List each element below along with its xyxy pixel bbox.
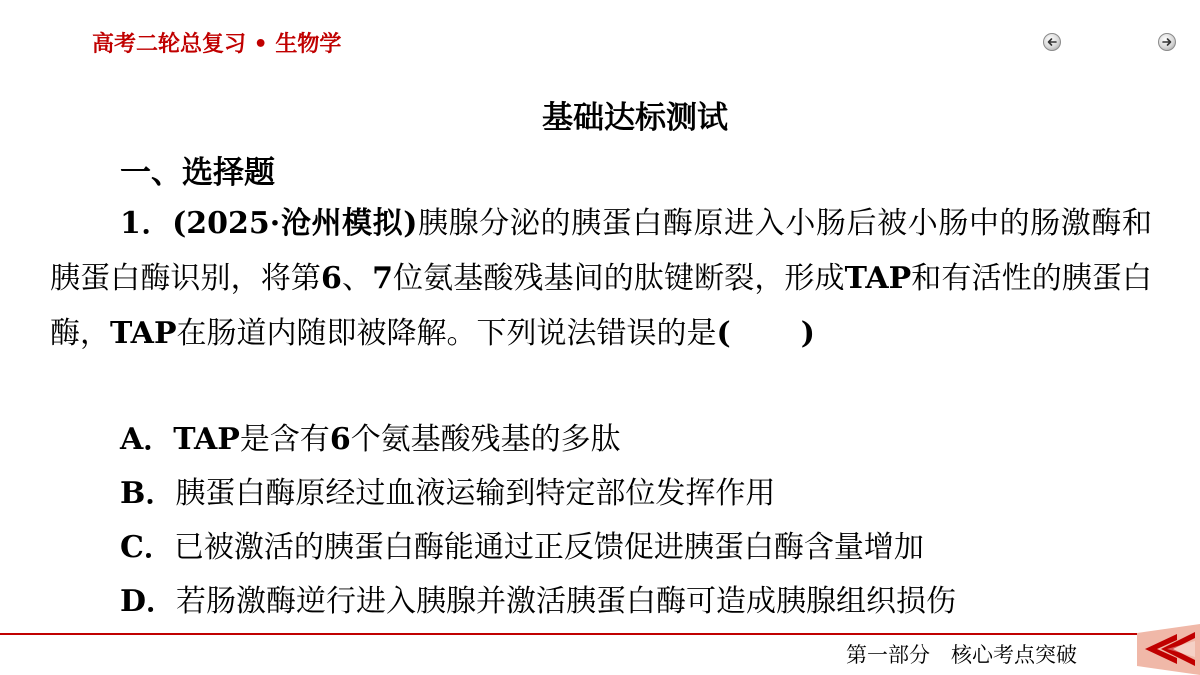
option-text: 是含有 — [239, 422, 330, 457]
stem-text: 在肠道内随即被降解。下列说法错误的是 — [176, 316, 717, 351]
header-title: 高考二轮总复习 • 生物学 — [92, 32, 342, 57]
answer-bracket-close: ) — [800, 316, 815, 351]
option-sep: ． — [143, 422, 174, 457]
arrow-left-icon — [1046, 36, 1058, 48]
option-letter: B — [120, 476, 146, 511]
option-number: 6 — [329, 422, 351, 457]
option-b[interactable] — [120, 467, 956, 521]
question-source: (2025·沧州模拟) — [172, 206, 418, 241]
part-heading: 一、选择题 — [120, 155, 275, 191]
option-text: 若肠激酶逆行进入胰腺并激活胰蛋白酶可造成胰腺组织损伤 — [176, 584, 957, 619]
stem-text: 位氨基酸残基间的肽键断裂，形成 — [392, 261, 845, 296]
option-sep: ． — [143, 530, 174, 565]
stem-text: 、 — [341, 261, 373, 296]
answer-bracket-open: ( — [716, 316, 731, 351]
question-stem — [50, 196, 1152, 361]
option-letter: C — [120, 530, 144, 565]
stem-text: 和有活性的胰蛋白酶， — [50, 261, 1153, 351]
option-text: 胰蛋白酶原经过血液运输到特定部位发挥作用 — [175, 476, 776, 511]
option-sep: ． — [146, 584, 177, 619]
question-number: 1． — [120, 206, 173, 241]
option-letter: D — [120, 584, 147, 619]
next-slide-button[interactable] — [1158, 33, 1176, 51]
option-c[interactable] — [120, 521, 956, 575]
stem-term: TAP — [110, 316, 177, 351]
option-a[interactable] — [120, 413, 956, 467]
option-text: 已被激活的胰蛋白酶能通过正反馈促进胰蛋白酶含量增加 — [173, 530, 924, 565]
stem-term: TAP — [844, 261, 912, 296]
stem-text: 胰腺分泌的胰蛋白酶原进入小肠后被小肠中的肠激酶和胰蛋白酶识别，将第 — [50, 206, 1152, 296]
footer-divider — [0, 633, 1140, 635]
section-title: 基础达标测试 — [542, 100, 728, 136]
arrow-right-icon — [1161, 36, 1173, 48]
option-text: 个氨基酸残基的多肽 — [350, 422, 621, 457]
footer-label: 第一部分 核心考点突破 — [846, 643, 1077, 667]
option-d[interactable] — [120, 575, 956, 629]
stem-number: 6 — [320, 261, 342, 296]
options-list — [120, 413, 956, 629]
option-term: TAP — [173, 422, 240, 457]
prev-slide-button[interactable] — [1043, 33, 1061, 51]
option-sep: ． — [145, 476, 176, 511]
option-letter: A — [120, 422, 144, 457]
chevron-left-double-icon[interactable] — [1137, 624, 1200, 675]
stem-number: 7 — [372, 261, 393, 296]
